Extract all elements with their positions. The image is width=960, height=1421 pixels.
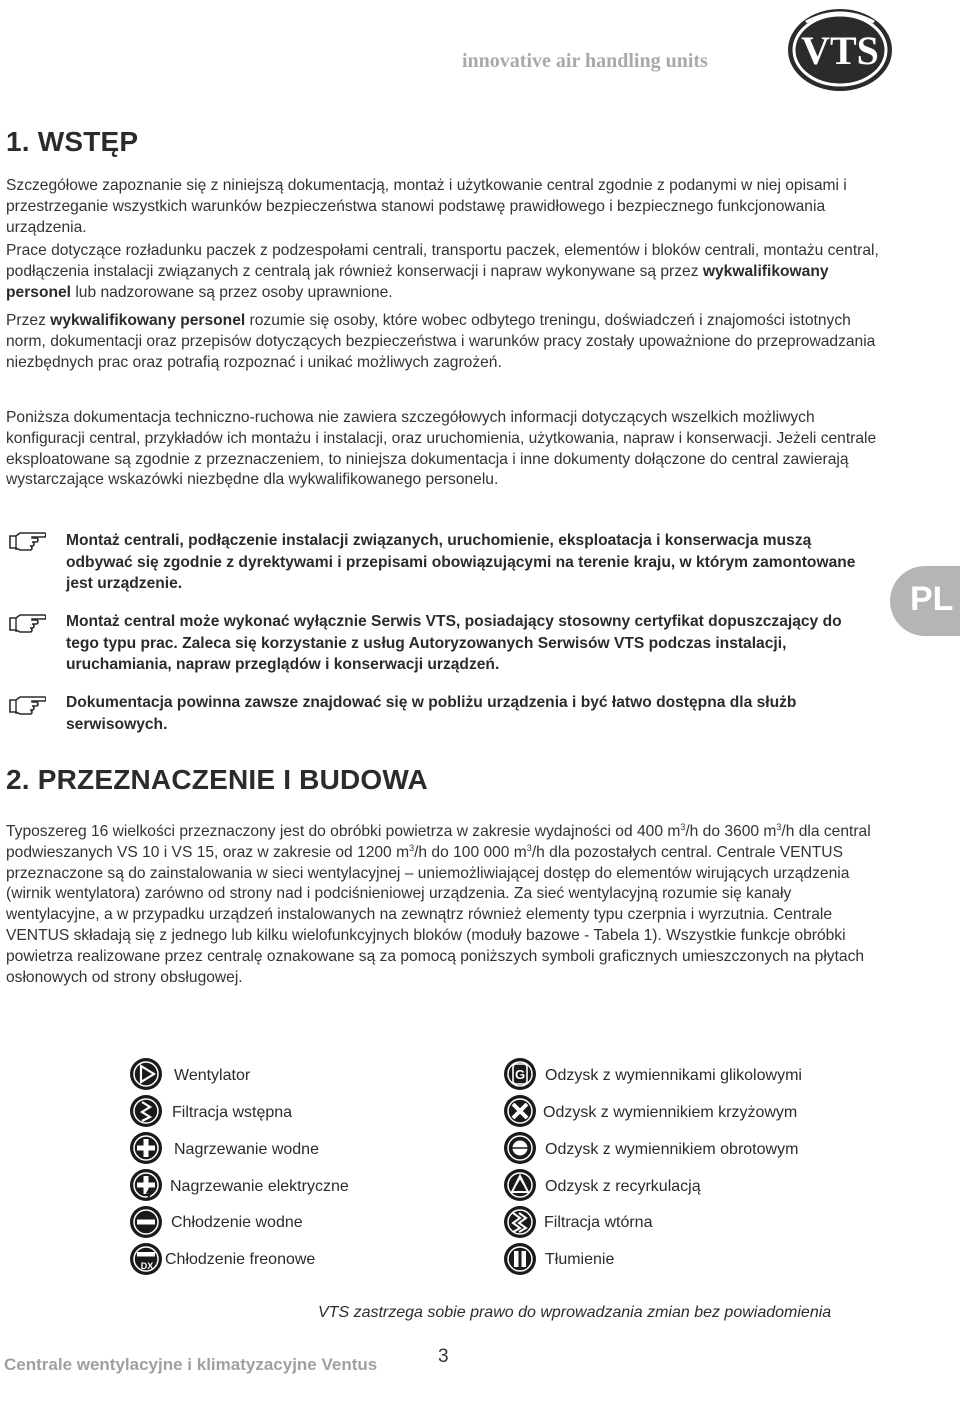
recirculation-icon: [503, 1168, 537, 1202]
silencer-icon: [503, 1242, 537, 1276]
section-2-title: 2. PRZEZNACZENIE I BUDOWA: [6, 764, 428, 795]
symbol-label: Tłumienie: [545, 1251, 615, 1268]
documentation-paragraph: Poniższa dokumentacja techniczno-ruchowa nie zawiera szczegółowych informacji dotyczących wszelkich możliwych konfiguracji central, przykładów ich montażu i instalacji, oraz uruchomienia, użytkowania, napraw i konserwacji. Jeżeli centrale eksploatowane są zgodnie z przeznaczeniem, to niniejsza dokumentacja i inne dokumenty dołączone do central zawierają wystarczające wskazówki niezbędne dla wykwalifikowanego personelu.: [6, 409, 877, 489]
intro-paragraph: Szczegółowe zapoznanie się z niniejszą dokumentacją, montaż i użytkowanie central zgodnie z podanymi w niej opisami i przestrzeganie wszystkich warunków bezpieczeństwa stanowi podstawę prawidłowego i bezpiecznego funkcjonowania urządzenia.: [6, 177, 847, 236]
unloading-paragraph: Prace dotyczące rozładunku paczek z podzespołami centrali, transportu paczek, elementów i bloków centrali, montażu central, podłączenia instalacji związanych z centralą jak również konserwacji i napraw wykonywane są przez wykwalifikowany personel lub nadzorowane są przez osoby uprawnione.: [6, 242, 879, 301]
page-number: 3: [438, 1346, 449, 1367]
logo-text: VTS: [801, 28, 879, 73]
dx-badge: DX: [140, 1261, 154, 1271]
purpose-paragraph: Typoszereg 16 wielkości przeznaczony jest do obróbki powietrza w zakresie wydajności od 400 $m^3/h$ do 3600 $m^3/h$ dla central podwieszanych VS 10 i VS 15, oraz w zakresie od 1200 $m^3/h$ do 100 000 $m^3/h$ dla pozostałych central. Centrale VENTUS przeznaczone są do zainstalowania w sieci wentylacyjnej – uniemożliwiającej dostęp do elementów wirujących urządzenia (wirnik wentylatora) zarówno od strony nad i podciśnieniowej urządzenia. Za sieć wentylacyjną rozumie się kanały wentylacyjne, a w przypadku urządzeń instalowanych na zewnątrz również elementy typu czerpnia i wyrzutnia. Centrale VENTUS składają się z jednego lub kilku wielofunkcyjnych bloków (moduły bazowe - Tabela 1). Wszystkie funkcje obróbki powietrza realizowane przez centralę oznakowane są za pomocą poniższych symboli graficznych umieszczonych na płytach osłonowych od strony obsługowej.: [6, 822, 871, 986]
symbol-label: Odzysk z wymiennikami glikolowymi: [545, 1067, 802, 1084]
symbol-label: Odzysk z wymiennikiem krzyżowym: [543, 1104, 798, 1121]
electric-heating-icon: [129, 1168, 163, 1202]
symbol-label: Odzysk z recyrkulacją: [545, 1178, 701, 1195]
cross-exchanger-icon: [503, 1094, 537, 1128]
section-1-title: 1. WSTĘP: [6, 126, 139, 157]
note-documentation-location: Dokumentacja powinna zawsze znajdować się w pobliżu urządzenia i być łatwo dostępna dla służb serwisowych.: [66, 694, 797, 733]
pointing-hand-icon: [8, 694, 46, 716]
glycol-badge: G: [514, 1067, 526, 1082]
symbol-label: Chłodzenie wodne: [171, 1214, 303, 1231]
secondary-filter-icon: [503, 1205, 537, 1239]
symbol-label: Odzysk z wymiennikiem obrotowym: [545, 1141, 799, 1158]
note-vts-service: Montaż central może wykonać wyłącznie Serwis VTS, posiadający stosowny certyfikat dopuszczający do tego typu prac. Zaleca się korzystanie z usług Autoryzowanych Serwisów VTS podczas instalacji, uruchamiania, napraw przeglądów i konserwacji urządzeń.: [66, 613, 842, 673]
symbol-label: Filtracja wstępna: [172, 1104, 293, 1121]
glycol-recovery-icon: [503, 1057, 537, 1091]
fan-icon: [129, 1057, 163, 1091]
symbol-label: Nagrzewanie wodne: [174, 1141, 319, 1158]
pointing-hand-icon: [8, 530, 46, 552]
rotary-exchanger-icon: [503, 1131, 537, 1165]
pre-filter-icon: [129, 1094, 163, 1128]
qualified-personnel-paragraph: Przez wykwalifikowany personel rozumie się osoby, które wobec odbytego treningu, doświadczeń i znajomości istotnych norm, dokumentacji oraz przepisów dotyczących bezpieczeństwa i warunków pracy zostały upoważnione do przeprowadzania niezbędnych prac oraz potrafią rozpoznać i unikać możliwych zagrożeń.: [6, 312, 876, 371]
water-cooling-icon: [129, 1205, 163, 1239]
freon-cooling-icon: [129, 1242, 163, 1276]
language-tab: PL: [890, 566, 960, 636]
water-heating-icon: [129, 1131, 163, 1165]
footer-title: Centrale wentylacyjne i klimatyzacyjne Ventus: [4, 1355, 378, 1374]
vts-logo: [786, 6, 894, 94]
header-tagline: innovative air handling units: [462, 50, 708, 72]
symbol-label: Chłodzenie freonowe: [165, 1251, 316, 1268]
pointing-hand-icon: [8, 612, 46, 634]
note-regulations: Montaż centrali, podłączenie instalacji związanych, uruchomienie, eksploatacja i konserwacja muszą odbywać się zgodnie z dyrektywami i przepisami obowiązującymi na terenie kraju, w którym zamontowane jest urządzenie.: [66, 532, 856, 592]
symbol-label: Filtracja wtórna: [544, 1214, 653, 1231]
disclaimer-text: VTS zastrzega sobie prawo do wprowadzania zmian bez powiadomienia: [318, 1304, 832, 1321]
symbol-label: Wentylator: [174, 1067, 251, 1084]
symbol-label: Nagrzewanie elektryczne: [170, 1178, 349, 1195]
